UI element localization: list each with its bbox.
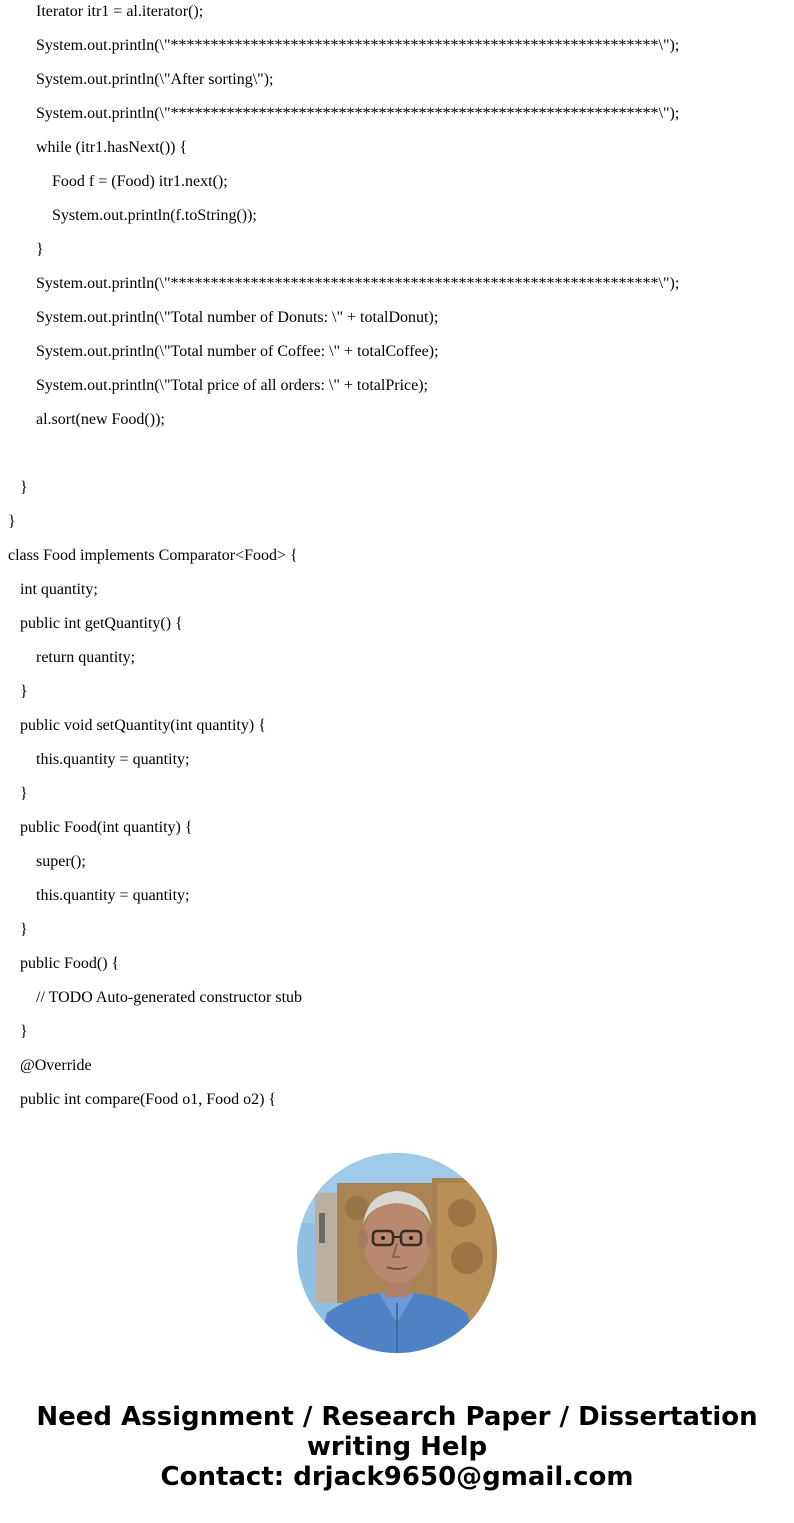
code-line: public void setQuantity(int quantity) {	[20, 717, 266, 734]
code-line: System.out.println(\"Total number of Donuts: \" + totalDonut);	[36, 309, 439, 326]
code-line: System.out.println(\"Total price of all orders: \" + totalPrice);	[36, 377, 428, 394]
code-line: public Food() {	[20, 955, 120, 972]
code-line: }	[20, 479, 28, 496]
author-avatar	[297, 1153, 497, 1353]
promo-line-2: writing Help	[306, 1432, 488, 1462]
code-line: return quantity;	[36, 649, 136, 666]
code-line: }	[20, 921, 28, 938]
code-line: }	[20, 785, 28, 802]
code-line: super();	[36, 853, 86, 870]
code-line: System.out.println(\"*************************************************************\");	[36, 37, 680, 54]
code-line: Food f = (Food) itr1.next();	[52, 173, 228, 190]
code-line: }	[20, 1023, 28, 1040]
code-line: @Override	[20, 1057, 92, 1074]
code-line: class Food implements Comparator<Food> {	[8, 547, 298, 564]
code-line: }	[20, 683, 28, 700]
code-line: public int compare(Food o1, Food o2) {	[20, 1091, 277, 1108]
code-line: while (itr1.hasNext()) {	[36, 139, 188, 156]
code-line: System.out.println(\"*************************************************************\");	[36, 275, 680, 292]
promo-banner	[0, 1402, 794, 1492]
code-line: al.sort(new Food());	[36, 411, 165, 428]
code-line: public Food(int quantity) {	[20, 819, 193, 836]
promo-line-3: Contact: drjack9650@gmail.com	[160, 1462, 634, 1492]
code-line: int quantity;	[20, 581, 98, 598]
promo-line-1: Need Assignment / Research Paper / Dissertation	[36, 1402, 758, 1432]
code-line: System.out.println(f.toString());	[52, 207, 257, 224]
code-line: System.out.println(\"After sorting\");	[36, 71, 274, 88]
code-line: Iterator itr1 = al.iterator();	[36, 3, 204, 20]
code-line: System.out.println(\"*************************************************************\");	[36, 105, 680, 122]
code-line: // TODO Auto-generated constructor stub	[36, 989, 303, 1006]
person-portrait-icon	[297, 1153, 497, 1353]
code-line: this.quantity = quantity;	[36, 751, 190, 768]
code-line: public int getQuantity() {	[20, 615, 183, 632]
code-line: }	[36, 241, 44, 258]
code-line: }	[8, 513, 16, 530]
code-line: this.quantity = quantity;	[36, 887, 190, 904]
code-line: System.out.println(\"Total number of Coffee: \" + totalCoffee);	[36, 343, 439, 360]
